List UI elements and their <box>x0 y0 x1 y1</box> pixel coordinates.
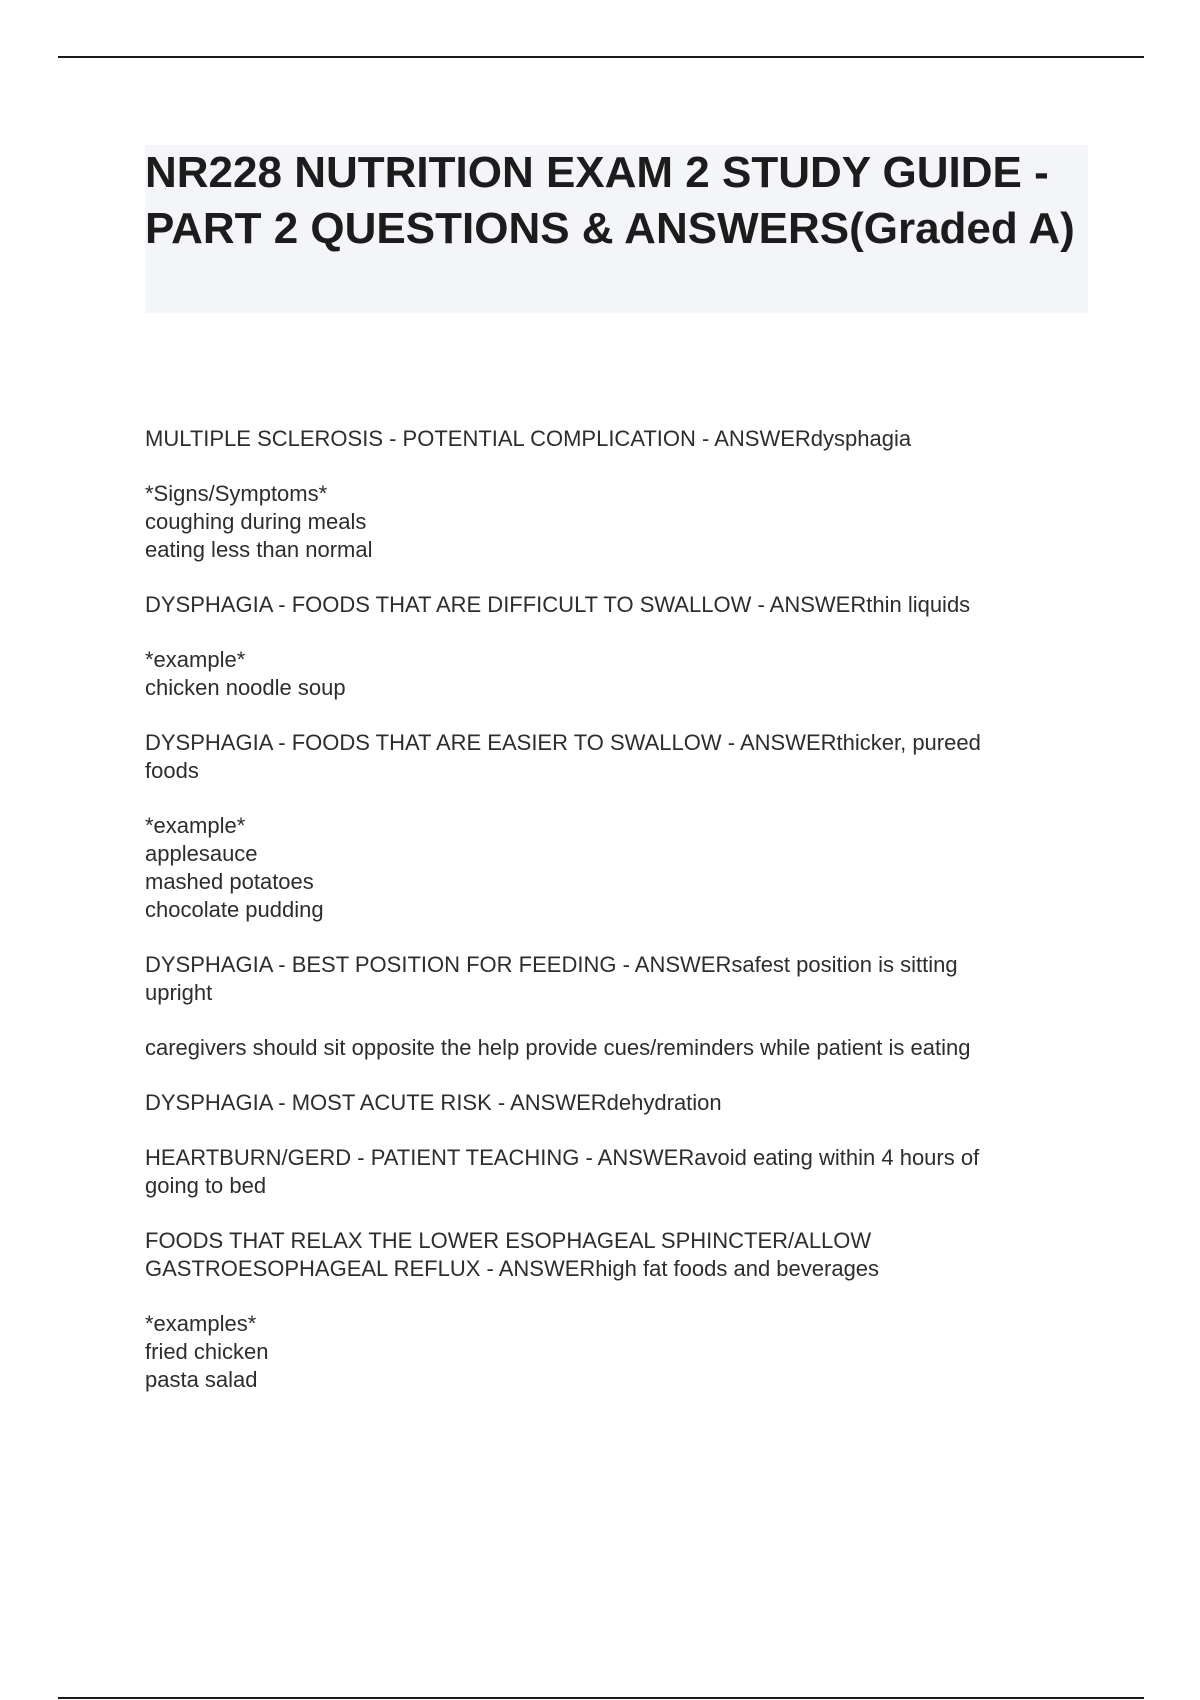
document-title: NR228 NUTRITION EXAM 2 STUDY GUIDE - PART 2 QUESTIONS & ANSWERS(Graded A) <box>145 148 1075 253</box>
qa-paragraph-7: DYSPHAGIA - BEST POSITION FOR FEEDING - ANSWERsafest position is sitting upright <box>145 952 958 1005</box>
bottom-rule <box>58 1697 1144 1699</box>
qa-paragraph-4: *example* chicken noodle soup <box>145 647 346 700</box>
title-block <box>145 145 1088 313</box>
qa-paragraph-3: DYSPHAGIA - FOODS THAT ARE DIFFICULT TO SWALLOW - ANSWERthin liquids <box>145 592 971 617</box>
qa-paragraph-11: FOODS THAT RELAX THE LOWER ESOPHAGEAL SPHINCTER/ALLOW GASTROESOPHAGEAL REFLUX - ANSWERhigh fat foods and beverages <box>145 1228 880 1281</box>
qa-paragraph-6: *example* applesauce mashed potatoes chocolate pudding <box>145 813 324 922</box>
top-rule <box>58 56 1144 58</box>
qa-paragraph-1: MULTIPLE SCLEROSIS - POTENTIAL COMPLICATION - ANSWERdysphagia <box>145 426 912 451</box>
qa-paragraph-9: DYSPHAGIA - MOST ACUTE RISK - ANSWERdehydration <box>145 1090 722 1115</box>
qa-paragraph-5: DYSPHAGIA - FOODS THAT ARE EASIER TO SWALLOW - ANSWERthicker, pureed foods <box>145 730 981 783</box>
document-body <box>145 425 1090 1421</box>
qa-paragraph-10: HEARTBURN/GERD - PATIENT TEACHING - ANSWERavoid eating within 4 hours of going to bed <box>145 1145 980 1198</box>
qa-paragraph-12: *examples* fried chicken pasta salad <box>145 1311 269 1392</box>
qa-paragraph-8: caregivers should sit opposite the help provide cues/reminders while patient is eating <box>145 1035 971 1060</box>
qa-paragraph-2: *Signs/Symptoms* coughing during meals eating less than normal <box>145 481 373 562</box>
